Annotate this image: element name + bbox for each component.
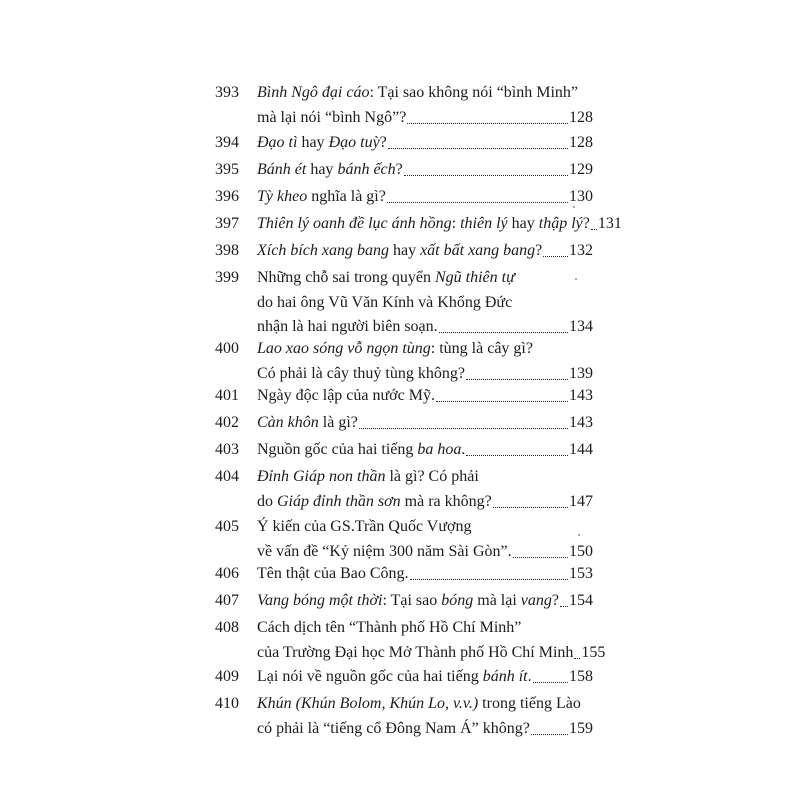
entry-title-text <box>257 518 471 535</box>
page-number: 129 <box>569 161 593 178</box>
title-fragment: ? <box>395 161 403 178</box>
dot-leader <box>513 556 568 558</box>
entry-title-line <box>257 561 593 587</box>
italic-term: ba hoa <box>417 441 462 458</box>
title-fragment: ? <box>551 592 560 609</box>
italic-term: bóng <box>441 592 474 609</box>
italic-term: bánh ít <box>482 668 528 685</box>
italic-term: Ngũ thiên tự <box>434 269 515 286</box>
entry-title-text <box>257 716 530 742</box>
dot-leader <box>359 427 568 429</box>
italic-term: thiên lý <box>460 215 508 232</box>
page-number: 130 <box>569 188 593 205</box>
entry-title-text <box>257 410 358 436</box>
title-fragment: Ngày độc lập của nước Mỹ. <box>257 387 435 404</box>
entry-title-line <box>257 105 593 131</box>
dot-leader <box>407 122 568 124</box>
entry-number: 395 <box>215 161 239 178</box>
entry-title-text <box>257 468 479 485</box>
entry-title-line <box>257 664 593 690</box>
title-fragment: nghĩa là gì? <box>307 188 386 205</box>
entry-number: 396 <box>215 188 239 205</box>
entry-title-text <box>257 695 581 712</box>
title-fragment: là gì? <box>318 414 358 431</box>
dot-leader <box>439 331 568 333</box>
dot-leader <box>404 174 568 176</box>
dot-leader <box>466 378 568 380</box>
dot-leader <box>591 228 597 230</box>
entry-number: 402 <box>215 414 239 431</box>
entry-number: 397 <box>215 215 239 232</box>
page-number: 155 <box>581 643 606 661</box>
title-fragment: hay <box>297 134 329 151</box>
italic-term: Thiên lý oanh đề lục ánh hồng <box>257 215 452 232</box>
entry-title-line <box>257 211 622 237</box>
dot-leader <box>388 147 568 149</box>
italic-term: Bình Ngô đại cáo <box>257 84 370 101</box>
paper-speck <box>575 278 577 280</box>
entry-title-line <box>257 130 593 156</box>
title-fragment: : <box>451 215 461 232</box>
title-fragment: Tên thật của Bao Công. <box>257 565 409 582</box>
entry-title-text <box>257 157 403 183</box>
entry-number: 401 <box>215 387 239 404</box>
entry-title-line <box>257 615 593 641</box>
title-fragment: : Tại sao <box>382 592 442 609</box>
entry-title-line <box>257 184 593 210</box>
entry-title-line <box>257 489 593 515</box>
entry-title-line <box>257 691 593 717</box>
entry-title-line <box>257 80 593 106</box>
paper-speck <box>573 206 575 208</box>
dot-leader <box>493 506 568 508</box>
dot-leader <box>543 255 568 257</box>
italic-term: Đỉnh Giáp non thần <box>257 468 386 485</box>
title-fragment: mà lại nói “bình Ngô”? <box>257 108 407 126</box>
entry-number: 400 <box>215 340 239 357</box>
entry-title-line <box>257 265 593 291</box>
page-number: 150 <box>569 542 593 560</box>
italic-term: thập lý <box>538 215 583 232</box>
page-number: 144 <box>569 441 593 458</box>
entry-title-text <box>257 619 521 636</box>
entry-title-text <box>257 130 387 156</box>
dot-leader <box>531 733 568 735</box>
title-fragment: ? <box>535 242 543 259</box>
entry-title-text <box>257 588 559 614</box>
title-fragment: nhận là hai người biên soạn. <box>257 318 438 335</box>
entry-title-line <box>257 383 593 409</box>
entry-number: 404 <box>215 468 239 485</box>
dot-leader <box>560 605 568 607</box>
entry-title-line <box>257 588 593 614</box>
title-fragment: . <box>527 668 532 685</box>
title-fragment: Cách dịch tên “Thành phố Hồ Chí Minh” <box>257 619 522 636</box>
entry-number: 399 <box>215 269 239 286</box>
italic-term: Lao xao sóng vỗ ngọn tùng <box>257 340 431 357</box>
entry-title-text <box>257 664 532 690</box>
title-fragment: : Tại sao không nói “bình Minh” <box>369 84 579 101</box>
page-number: 147 <box>569 492 593 510</box>
title-fragment: do <box>257 492 277 510</box>
entry-title-text <box>257 294 512 311</box>
page-number: 128 <box>569 134 593 151</box>
title-fragment: Nguồn gốc của hai tiếng <box>257 441 418 458</box>
title-fragment: Lại nói về nguồn gốc của hai tiếng <box>257 668 483 685</box>
title-fragment: do hai ông Vũ Văn Kính và Khổng Đức <box>257 293 513 311</box>
entry-title-line <box>257 437 593 463</box>
entry-title-line <box>257 336 593 362</box>
italic-term: Đạo tì <box>257 134 298 151</box>
entry-title-text <box>257 383 435 409</box>
page-number: 158 <box>569 668 593 685</box>
entry-number: 407 <box>215 592 239 609</box>
entry-title-text <box>257 269 515 286</box>
entry-title-text <box>257 105 406 131</box>
page-number: 128 <box>569 108 593 126</box>
page-number: 134 <box>569 318 593 335</box>
dot-leader <box>436 400 568 402</box>
page-number: 139 <box>569 364 593 382</box>
title-fragment: ? <box>379 134 387 151</box>
entry-title-text <box>257 184 386 210</box>
page-number: 159 <box>569 719 593 737</box>
italic-term: Vang bóng một thời <box>257 592 383 609</box>
title-fragment: . <box>461 441 466 458</box>
italic-term: Bánh ét <box>257 161 307 178</box>
entry-title-line <box>257 640 606 666</box>
entry-title-text <box>257 340 533 357</box>
entry-number: 406 <box>215 565 239 582</box>
page-number: 132 <box>569 242 593 259</box>
title-fragment: Có phải là cây thuỷ tùng không? <box>257 364 465 382</box>
dot-leader <box>466 454 568 456</box>
dot-leader <box>533 681 568 683</box>
dot-leader <box>410 578 568 580</box>
italic-term: Xích bích xang bang <box>257 242 389 259</box>
page-number: 153 <box>569 565 593 582</box>
title-fragment: có phải là “tiếng cổ Đông Nam Á” không? <box>257 719 530 737</box>
title-fragment: ? <box>582 215 590 232</box>
italic-term: xất bất xang bang <box>420 242 536 259</box>
title-fragment: hay <box>388 242 421 259</box>
page-number: 131 <box>597 215 622 232</box>
title-fragment: của Trường Đại học Mở Thành phố Hồ Chí Minh <box>257 643 574 661</box>
entry-title-text <box>257 211 590 237</box>
entry-title-text <box>257 561 409 587</box>
title-fragment: về vấn đề “Kỷ niệm 300 năm Sài Gòn”. <box>257 542 512 560</box>
title-fragment: là gì? Có phải <box>385 468 479 485</box>
entry-number: 403 <box>215 441 239 458</box>
title-fragment: : tùng là cây gì? <box>430 340 533 357</box>
title-fragment: Ý kiến của GS.Trần Quốc Vượng <box>257 518 472 535</box>
entry-title-line <box>257 410 593 436</box>
entry-number: 393 <box>215 84 239 101</box>
entry-number: 409 <box>215 668 239 685</box>
entry-number: 405 <box>215 518 239 535</box>
entry-title-text <box>257 489 492 515</box>
title-fragment: mà ra không? <box>400 492 492 510</box>
entry-number: 398 <box>215 242 239 259</box>
title-fragment: Những chỗ sai trong quyển <box>257 269 435 286</box>
page-number: 143 <box>569 414 593 431</box>
title-fragment: hay <box>507 215 539 232</box>
page-number: 154 <box>569 592 593 609</box>
entry-title-line <box>257 514 593 540</box>
italic-term: bánh ếch <box>337 161 396 178</box>
italic-term: Khún (Khún Bolom, Khún Lo, v.v.) <box>257 695 479 712</box>
paper-speck <box>578 534 580 536</box>
entry-number: 410 <box>215 695 239 712</box>
italic-term: Càn khôn <box>257 414 319 431</box>
entry-title-text <box>257 640 573 666</box>
title-fragment: mà lại <box>473 592 521 609</box>
entry-title-line <box>257 464 593 490</box>
italic-term: vang <box>520 592 552 609</box>
italic-term: Tỳ kheo <box>257 188 308 205</box>
page-number: 143 <box>569 387 593 404</box>
title-fragment: hay <box>306 161 338 178</box>
dot-leader <box>574 657 580 659</box>
entry-title-text <box>257 238 542 264</box>
entry-number: 408 <box>215 619 239 636</box>
dot-leader <box>387 201 568 203</box>
entry-title-text <box>257 437 465 463</box>
italic-term: Giáp đỉnh thần sơn <box>277 492 401 510</box>
entry-title-line <box>257 716 593 742</box>
entry-title-line <box>257 157 593 183</box>
entry-title-text <box>257 84 578 101</box>
entry-number: 394 <box>215 134 239 151</box>
italic-term: Đạo tuỳ <box>328 134 380 151</box>
entry-title-line <box>257 238 593 264</box>
title-fragment: trong tiếng Lào <box>478 695 581 712</box>
entry-title-line <box>257 290 593 316</box>
